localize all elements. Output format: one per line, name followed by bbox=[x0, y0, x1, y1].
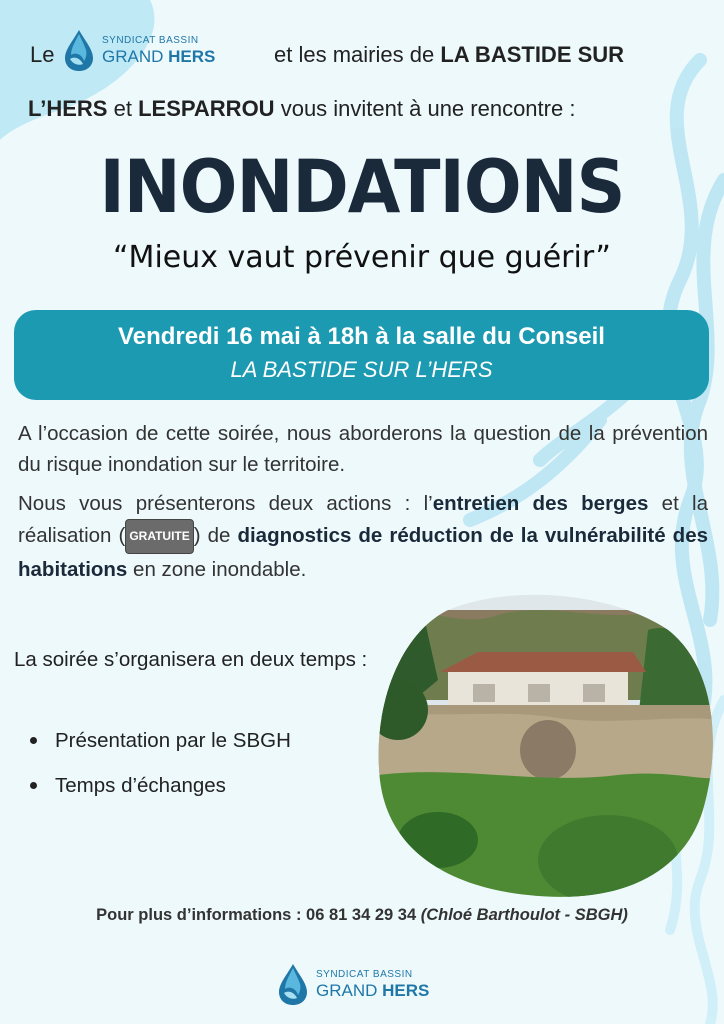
contact-info bbox=[0, 906, 724, 925]
logo-line1: SYNDICAT BASSIN bbox=[102, 34, 199, 46]
actions-text3: ) de bbox=[193, 524, 238, 547]
event-date: Vendredi 16 mai à 18h à la salle du Conseil bbox=[118, 323, 605, 350]
paragraph-intro: A l’occasion de cette soirée, nous aborderons la question de la prévention du risque inondation sur le territoire. bbox=[18, 422, 708, 476]
contact-person: (Chloé Barthoulot - SBGH) bbox=[420, 906, 628, 924]
logo-hers: HERS bbox=[382, 980, 430, 1000]
bullet-icon bbox=[30, 782, 37, 789]
intro-line2 bbox=[28, 96, 575, 122]
flood-photo bbox=[378, 590, 718, 900]
logo-grand: GRAND bbox=[102, 46, 164, 66]
logo-grand: GRAND bbox=[316, 980, 378, 1000]
actions-bold1: entretien des berges bbox=[432, 492, 649, 515]
intro-town2: LESPARROU bbox=[138, 96, 275, 121]
logo-hers: HERS bbox=[168, 46, 216, 66]
intro-town1: LA BASTIDE SUR bbox=[440, 42, 625, 67]
list-item bbox=[30, 718, 291, 763]
water-drop-icon bbox=[62, 28, 96, 72]
bullet-icon bbox=[30, 737, 37, 744]
event-location: LA BASTIDE SUR L’HERS bbox=[230, 357, 493, 382]
intro-et: et bbox=[113, 96, 132, 121]
organisation-list bbox=[30, 718, 291, 808]
event-banner bbox=[14, 310, 709, 400]
free-badge: GRATUITE bbox=[125, 519, 193, 554]
actions-text4: en zone inondable. bbox=[127, 558, 307, 581]
list-item-label: Temps d’échanges bbox=[55, 773, 226, 797]
contact-phone: Pour plus d’informations : 06 81 34 29 34 bbox=[96, 906, 417, 924]
water-drop-icon bbox=[276, 962, 310, 1006]
actions-text1: Nous vous présenterons deux actions : l’ bbox=[18, 492, 433, 515]
intro-line1 bbox=[274, 42, 624, 68]
actions-bold2: diagnostics de réduction de la vulnérabilité des habitations bbox=[18, 524, 708, 581]
page-title: INONDATIONS bbox=[99, 144, 625, 231]
intro-text1: et les mairies de bbox=[274, 42, 435, 67]
list-item bbox=[30, 763, 291, 808]
organisation-intro: La soirée s’organisera en deux temps : bbox=[14, 648, 368, 671]
intro-le: Le bbox=[30, 42, 55, 67]
actions-text2: et la réalisation ( bbox=[18, 492, 708, 547]
intro-text2: vous invitent à une rencontre : bbox=[280, 96, 576, 121]
subtitle-quote: “Mieux vaut prévenir que guérir” bbox=[113, 240, 611, 275]
paragraph-actions bbox=[18, 488, 708, 585]
list-item-label: Présentation par le SBGH bbox=[55, 728, 291, 752]
sbgh-logo-top bbox=[62, 28, 215, 72]
logo-line1: SYNDICAT BASSIN bbox=[316, 968, 413, 980]
sbgh-logo-bottom bbox=[276, 962, 429, 1006]
intro-town1b: L’HERS bbox=[28, 96, 108, 121]
